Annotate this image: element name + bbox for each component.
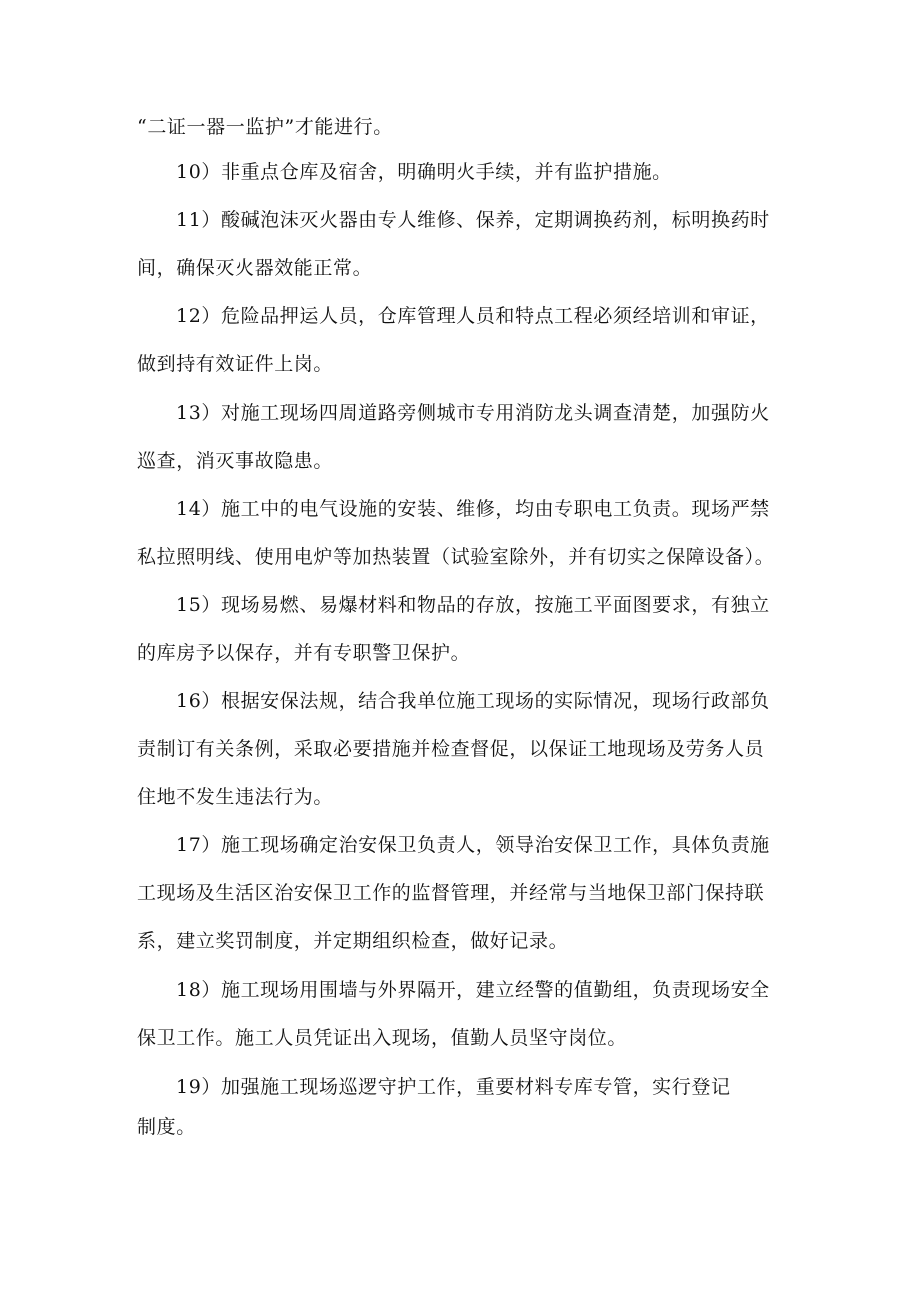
item-16-line-1: 16）根据安保法规，结合我单位施工现场的实际情况，现场行政部负 [176, 690, 770, 712]
item-18-line-2: 保卫工作。施工人员凭证出入现场，值勤人员坚守岗位。 [137, 1027, 628, 1049]
item-13-line-1: 13）对施工现场四周道路旁侧城市专用消防龙头调查清楚，加强防火 [176, 402, 770, 424]
item-14-line-1: 14）施工中的电气设施的安装、维修，均由专职电工负责。现场严禁 [176, 498, 770, 520]
item-16-line-3: 住地不发生违法行为。 [137, 786, 334, 808]
item-19-line-2: 制度。 [137, 1116, 196, 1138]
item-13-line-2: 巡查，消灭事故隐患。 [137, 450, 334, 472]
item-12-line-1: 12）危险品押运人员，仓库管理人员和特点工程必须经培训和审证， [176, 305, 770, 327]
item-14-line-2: 私拉照明线、使用电炉等加热装置（试验室除外，并有切实之保障设备）。 [137, 546, 775, 568]
item-18-line-1: 18）施工现场用围墙与外界隔开，建立经警的值勤组，负责现场安全 [176, 979, 770, 1001]
item-17-line-1: 17）施工现场确定治安保卫负责人，领导治安保卫工作，具体负责施 [176, 834, 770, 856]
item-11-line-2: 间，确保灭火器效能正常。 [137, 257, 373, 279]
item-16-line-2: 责制订有关条例，采取必要措施并检查督促，以保证工地现场及劳务人员 [137, 738, 765, 760]
item-15-line-1: 15）现场易燃、易爆材料和物品的存放，按施工平面图要求，有独立 [176, 594, 770, 616]
item-10-line-1: 10）非重点仓库及宿舍，明确明火手续，并有监护措施。 [176, 161, 672, 183]
item-19-line-1: 19）加强施工现场巡逻守护工作，重要材料专库专管，实行登记 [176, 1076, 731, 1098]
item-17-line-2: 工现场及生活区治安保卫工作的监督管理，并经常与当地保卫部门保持联 [137, 882, 765, 904]
item-12-line-2: 做到持有效证件上岗。 [137, 353, 334, 375]
item-17-line-3: 系，建立奖罚制度，并定期组织检查，做好记录。 [137, 930, 569, 952]
item-11-line-1: 11）酸碱泡沫灭火器由专人维修、保养，定期调换药剂，标明换药时 [176, 209, 770, 231]
item-15-line-2: 的库房予以保存，并有专职警卫保护。 [137, 642, 471, 664]
continuation-line: “二证一器一监护”才能进行。 [137, 116, 393, 138]
